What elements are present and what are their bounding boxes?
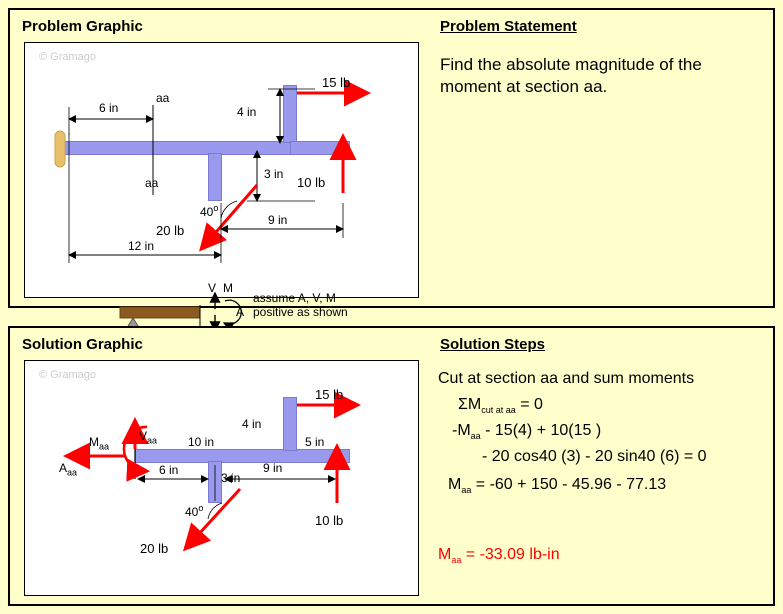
problem-statement-title: Problem Statement <box>440 18 577 35</box>
label-V: V <box>208 281 217 295</box>
solution-steps-title: Solution Steps <box>440 336 545 353</box>
problem-statement-line2: moment at section aa. <box>440 77 608 96</box>
label-15lb: 15 lb <box>322 75 351 90</box>
problem-panel <box>8 8 775 319</box>
label-A: A <box>236 305 245 319</box>
solution-answer: $M_{aa} = -33.09$ lb-in <box>438 546 560 566</box>
sol-label-6in: 6 in <box>159 463 179 477</box>
sol-label-5in: 5 in <box>305 435 325 449</box>
label-aa-top: aa <box>156 91 170 105</box>
solution-step-2: $\Sigma M_{cut at aa} = 0$ <box>458 396 543 416</box>
label-convention-1: assume A, V, M <box>253 291 336 305</box>
sol-label-10in: 10 in <box>188 435 215 449</box>
label-12in: 12 in <box>128 239 155 253</box>
problem-diagram-svg <box>25 43 420 299</box>
label-4in: 4 in <box>237 105 257 119</box>
problem-statement-line1: Find the absolute magnitude of the <box>440 55 702 74</box>
solution-graphic-title: Solution Graphic <box>22 336 143 353</box>
solution-step-1: Cut at section aa and sum moments <box>438 370 695 387</box>
sol-label-15lb: 15 lb <box>315 387 344 402</box>
label-V-aa: $V_{aa}$ <box>139 429 158 446</box>
label-A-aa: $A_{aa}$ <box>59 461 78 478</box>
watermark-problem: © Gramago <box>39 51 97 63</box>
label-M: M <box>223 281 233 295</box>
watermark-solution: © Gramago <box>39 369 97 381</box>
sol-label-3in: 3 in <box>221 471 241 485</box>
label-20lb: 20 lb <box>156 223 185 238</box>
problem-graphic-title: Problem Graphic <box>22 18 143 35</box>
label-3in: 3 in <box>264 167 284 181</box>
label-6in: 6 in <box>99 101 119 115</box>
solution-step-5: $M_{aa} = -60 + 150 - 45.96 - 77.13$ <box>448 476 667 496</box>
solution-panel <box>8 326 775 606</box>
sol-label-4in: 4 in <box>242 417 262 431</box>
label-convention-2: positive as shown <box>253 305 348 319</box>
sol-label-9in: 9 in <box>263 461 283 475</box>
label-9in: 9 in <box>268 213 288 227</box>
problem-graphic-figure <box>24 42 419 319</box>
solution-step-4: - 20 cos40 (3) - 20 sin40 (6) = 0 <box>482 448 707 465</box>
label-aa-bottom: aa <box>145 176 159 190</box>
solution-step-3: $-M_{aa} - 15(4) + 10(15$ ) <box>452 422 602 442</box>
sol-label-20lb: 20 lb <box>140 541 169 556</box>
sol-label-10lb: 10 lb <box>315 513 344 528</box>
sol-label-angle: 40$^o$ <box>185 503 204 519</box>
label-angle: 40$^o$ <box>200 203 219 219</box>
label-M-aa: $M_{aa}$ <box>89 435 110 452</box>
solution-graphic-figure <box>24 360 419 596</box>
label-10lb: 10 lb <box>297 175 326 190</box>
